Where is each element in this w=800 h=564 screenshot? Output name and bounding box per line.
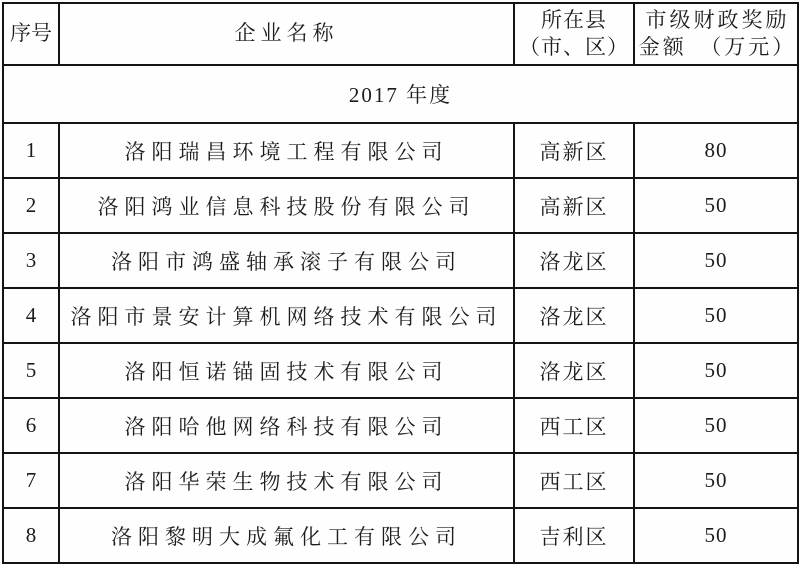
header-company-label: 企业名称 <box>234 22 339 46</box>
award-table <box>2 2 799 564</box>
company-cell: 洛阳市鸿盛轴承滚子有限公司 <box>59 233 514 288</box>
company-cell: 洛阳鸿业信息科技股份有限公司 <box>59 178 514 233</box>
district-cell: 西工区 <box>514 453 634 508</box>
district-cell: 高新区 <box>514 178 634 233</box>
serial-cell: 7 <box>3 453 59 508</box>
header-amount-line1: 市级财政奖励 <box>645 8 790 32</box>
header-company <box>59 3 514 65</box>
company-cell: 洛阳市景安计算机网络技术有限公司 <box>59 288 514 343</box>
serial-cell: 5 <box>3 343 59 398</box>
table-row <box>3 123 798 178</box>
amount-cell: 50 <box>634 343 798 398</box>
serial-cell: 3 <box>3 233 59 288</box>
serial-cell: 2 <box>3 178 59 233</box>
district-cell: 洛龙区 <box>514 233 634 288</box>
table-row <box>3 398 798 453</box>
header-serial-label: 序号 <box>10 22 52 46</box>
district-cell: 吉利区 <box>514 508 634 563</box>
amount-cell: 80 <box>634 123 798 178</box>
amount-cell: 50 <box>634 288 798 343</box>
district-cell: 洛龙区 <box>514 288 634 343</box>
header-amount-line2: 金额 （万元） <box>638 36 797 59</box>
serial-cell: 4 <box>3 288 59 343</box>
header-amount <box>634 3 798 65</box>
company-cell: 洛阳恒诺锚固技术有限公司 <box>59 343 514 398</box>
header-district-line2: （市、区） <box>519 36 629 59</box>
header-district <box>514 3 634 65</box>
district-cell: 高新区 <box>514 123 634 178</box>
section-row-2017 <box>3 65 798 123</box>
company-cell: 洛阳华荣生物技术有限公司 <box>59 453 514 508</box>
serial-cell: 1 <box>3 123 59 178</box>
district-cell: 西工区 <box>514 398 634 453</box>
amount-cell: 50 <box>634 453 798 508</box>
table-row <box>3 343 798 398</box>
company-cell: 洛阳黎明大成氟化工有限公司 <box>59 508 514 563</box>
amount-cell: 50 <box>634 233 798 288</box>
table-row <box>3 178 798 233</box>
amount-cell: 50 <box>634 508 798 563</box>
table-row <box>3 453 798 508</box>
company-cell: 洛阳哈他网络科技有限公司 <box>59 398 514 453</box>
header-district-line1: 所在县 <box>541 8 607 32</box>
company-cell: 洛阳瑞昌环境工程有限公司 <box>59 123 514 178</box>
header-serial <box>3 3 59 65</box>
amount-cell: 50 <box>634 178 798 233</box>
table-row-partial <box>3 508 798 563</box>
serial-cell: 8 <box>3 508 59 563</box>
table-header-row <box>3 3 798 65</box>
amount-cell: 50 <box>634 398 798 453</box>
section-label: 2017 年度 <box>3 65 798 123</box>
table-row <box>3 288 798 343</box>
district-cell: 洛龙区 <box>514 343 634 398</box>
table-row <box>3 233 798 288</box>
serial-cell: 6 <box>3 398 59 453</box>
